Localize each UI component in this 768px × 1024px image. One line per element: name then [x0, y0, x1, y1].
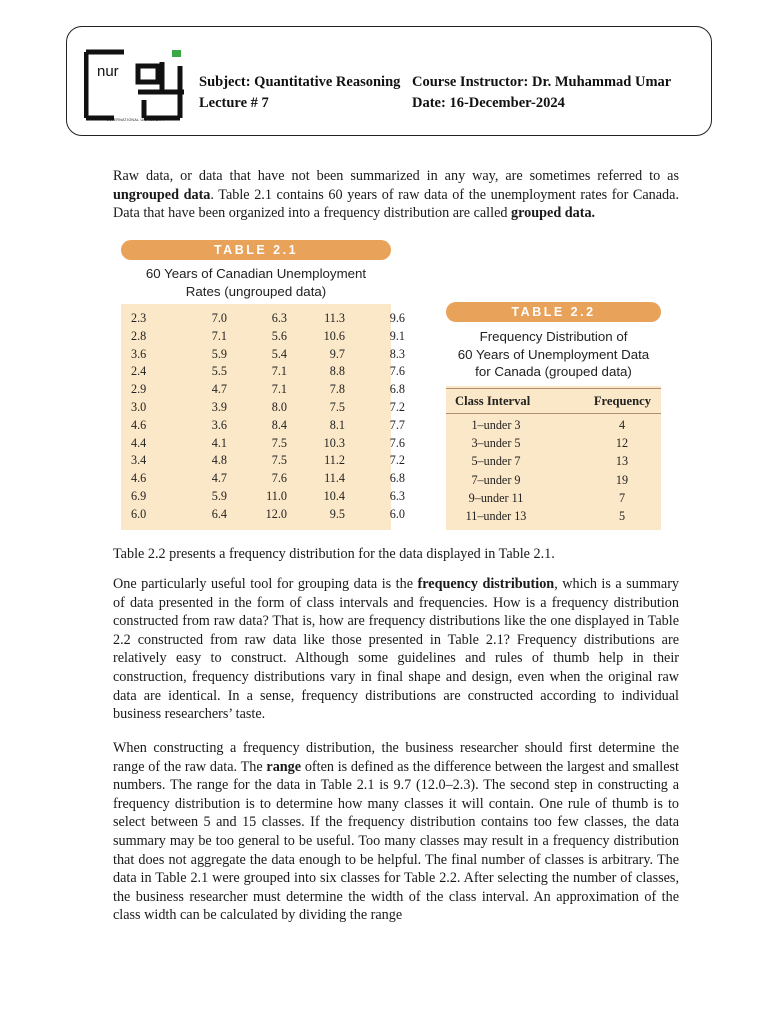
- table-cell: 7.5: [271, 435, 287, 450]
- table-cell: 6.8: [389, 382, 405, 397]
- table-cell: 11.0: [266, 488, 287, 503]
- table-cell: 12.0: [265, 506, 287, 521]
- table-cell: 11.3: [324, 311, 345, 325]
- class-interval-cell: 9–under 11: [468, 490, 524, 505]
- table-row: [446, 453, 661, 471]
- table-cell: 11.4: [324, 471, 345, 486]
- table-cell: 4.8: [211, 453, 227, 468]
- table-cell: 10.3: [323, 435, 345, 450]
- lecture-label: Lecture # 7: [199, 95, 269, 111]
- table-cell: 7.5: [271, 453, 287, 468]
- range-paragraph: When constructing a frequency distribution, the business researcher should first determine the range of the raw data. The range often is defined as the difference between the largest and smallest numbers. The range for the data in Table 2.1 is 9.7 (12.0–2.3). The second step in constructing a frequency distribution is to determine how many classes it will contain. One rule of thumb is to select between 5 and 15 classes. If the frequency distribution contains too few classes, the data summary may be too general to be useful. Too many classes may result in a frequency distribution that does not aggregate the data enough to be helpful. The final number of classes is arbitrary. The data in Table 2.1 were grouped into six classes for Table 2.2. After selecting the number of classes, the business researcher must determine the width of the class interval. An approximation of the class width can be calculated by dividing the range: [113, 740, 679, 924]
- class-interval-header: Class Interval: [455, 394, 531, 408]
- frequency-cell: 4: [618, 418, 626, 432]
- logo-caption: INTERNATIONAL UNIVERSITY: [106, 118, 166, 122]
- table-2-2-rows: [446, 417, 661, 526]
- table-cell: 3.6: [131, 346, 147, 361]
- table-cell: 7.6: [389, 435, 405, 450]
- table-cell: 4.1: [211, 435, 227, 450]
- table-row: [446, 417, 661, 435]
- table-row: [446, 490, 661, 508]
- table-row: [446, 472, 661, 490]
- table-cell: 7.7: [389, 417, 405, 432]
- table-cell: 3.6: [211, 417, 227, 432]
- table-cell: 11.2: [324, 453, 345, 468]
- frequency-cell: 7: [618, 490, 626, 505]
- table-cell: 6.3: [271, 311, 287, 325]
- table-2-1-banner: TABLE 2.1: [121, 240, 391, 260]
- table-cell: 7.8: [329, 382, 345, 397]
- table-cell: 8.3: [389, 346, 405, 361]
- table-2-1-grid: [121, 310, 407, 524]
- table-cell: 9.5: [329, 506, 345, 521]
- intro-paragraph: Raw data, or data that have not been summarized in any way, are sometimes referred to as ungrouped data. Table 2.1 contains 60 years of raw data of the unemployment rates for Canada. Data that have been organized into a frequency distribution are called grouped data.: [113, 168, 679, 222]
- table-cell: 7.1: [211, 328, 227, 343]
- table-cell: 6.3: [389, 488, 405, 503]
- table-cell: 4.4: [131, 435, 147, 450]
- table-cell: 6.9: [131, 488, 147, 503]
- table-cell: 5.5: [211, 364, 227, 379]
- class-interval-cell: 7–under 9: [471, 472, 521, 487]
- frequency-header: Frequency: [593, 394, 651, 408]
- table-cell: 7.1: [271, 382, 287, 397]
- frequency-cell: 12: [615, 436, 629, 451]
- table-cell: 7.1: [271, 364, 287, 379]
- instructor-label: Course Instructor: Dr. Muhammad Umar: [412, 74, 672, 90]
- frequency-cell: 5: [618, 508, 626, 523]
- table-cell: 6.0: [131, 506, 147, 521]
- table-cell: 7.0: [211, 311, 227, 325]
- table-cell: 7.2: [389, 453, 405, 468]
- table-cell: 7.6: [389, 364, 405, 379]
- table-cell: 5.9: [211, 488, 227, 503]
- table-cell: 4.7: [211, 382, 227, 397]
- table-cell: 10.6: [323, 328, 345, 343]
- university-logo-icon: [84, 48, 188, 126]
- table-cell: 3.0: [131, 399, 147, 414]
- class-interval-cell: 3–under 5: [471, 436, 521, 451]
- table-cell: 9.7: [329, 346, 345, 361]
- table-cell: 4.6: [131, 417, 147, 432]
- table-cell: 5.9: [211, 346, 227, 361]
- frequency-cell: 19: [615, 472, 629, 487]
- table-cell: 4.7: [211, 471, 227, 486]
- table-2-2-note: Table 2.2 presents a frequency distribution for the data displayed in Table 2.1.: [113, 546, 555, 562]
- table-cell: 2.9: [131, 382, 147, 397]
- logo-text: nur: [97, 63, 119, 80]
- class-interval-cell: 11–under 13: [465, 508, 527, 523]
- logo-accent-square: [172, 50, 181, 57]
- table-cell: 7.2: [389, 399, 405, 414]
- table-2-2-banner: TABLE 2.2: [446, 302, 661, 322]
- table-cell: 4.6: [131, 471, 147, 486]
- table-cell: 2.8: [131, 328, 147, 343]
- table-cell: 8.4: [271, 417, 287, 432]
- table-cell: 7.6: [271, 471, 287, 486]
- table-cell: 6.8: [389, 471, 405, 486]
- class-interval-cell: 1–under 3: [471, 418, 521, 432]
- table-cell: 9.6: [389, 311, 405, 325]
- table-2-2-caption: Frequency Distribution of 60 Years of Unemployment Data for Canada (grouped data): [457, 329, 650, 379]
- frequency-distribution-paragraph: One particularly useful tool for grouping data is the frequency distribution, which is a summary of data presented in the form of class intervals and frequencies. How is a frequency distribution constructed from raw data? That is, how are frequency distributions like the one displayed in Table 2.2 constructed from raw data like those presented in Table 2.1? Frequency distributions are relatively easy to construct. Although some guidelines and rules of thumb help in their construction, frequency distributions vary in final shape and design, even when the original raw data are identical. In a sense, frequency distributions are constructed according to individual business researchers’ taste.: [113, 576, 680, 723]
- table-row: [446, 508, 661, 526]
- table-cell: 10.4: [323, 488, 345, 503]
- table-cell: 6.4: [211, 506, 227, 521]
- table-cell: 3.4: [131, 453, 147, 468]
- table-cell: 3.9: [211, 399, 227, 414]
- table-2-1-caption: 60 Years of Canadian Unemployment Rates (ungrouped data): [145, 266, 367, 299]
- table-cell: 7.5: [329, 399, 345, 414]
- table-cell: 9.1: [389, 328, 405, 343]
- table-cell: 2.4: [131, 364, 147, 379]
- table-cell: 8.1: [329, 417, 345, 432]
- table-cell: 2.3: [131, 311, 147, 325]
- table-row: [446, 435, 661, 453]
- table-cell: 6.0: [389, 506, 405, 521]
- subject-label: Subject: Quantitative Reasoning: [199, 74, 401, 90]
- table-2-2-header: [446, 388, 661, 414]
- table-cell: 8.8: [329, 364, 345, 379]
- table-cell: 8.0: [271, 399, 287, 414]
- table-cell: 5.6: [271, 328, 287, 343]
- class-interval-cell: 5–under 7: [471, 454, 521, 469]
- table-cell: 5.4: [271, 346, 287, 361]
- date-label: Date: 16-December-2024: [412, 95, 565, 111]
- frequency-cell: 13: [615, 454, 629, 469]
